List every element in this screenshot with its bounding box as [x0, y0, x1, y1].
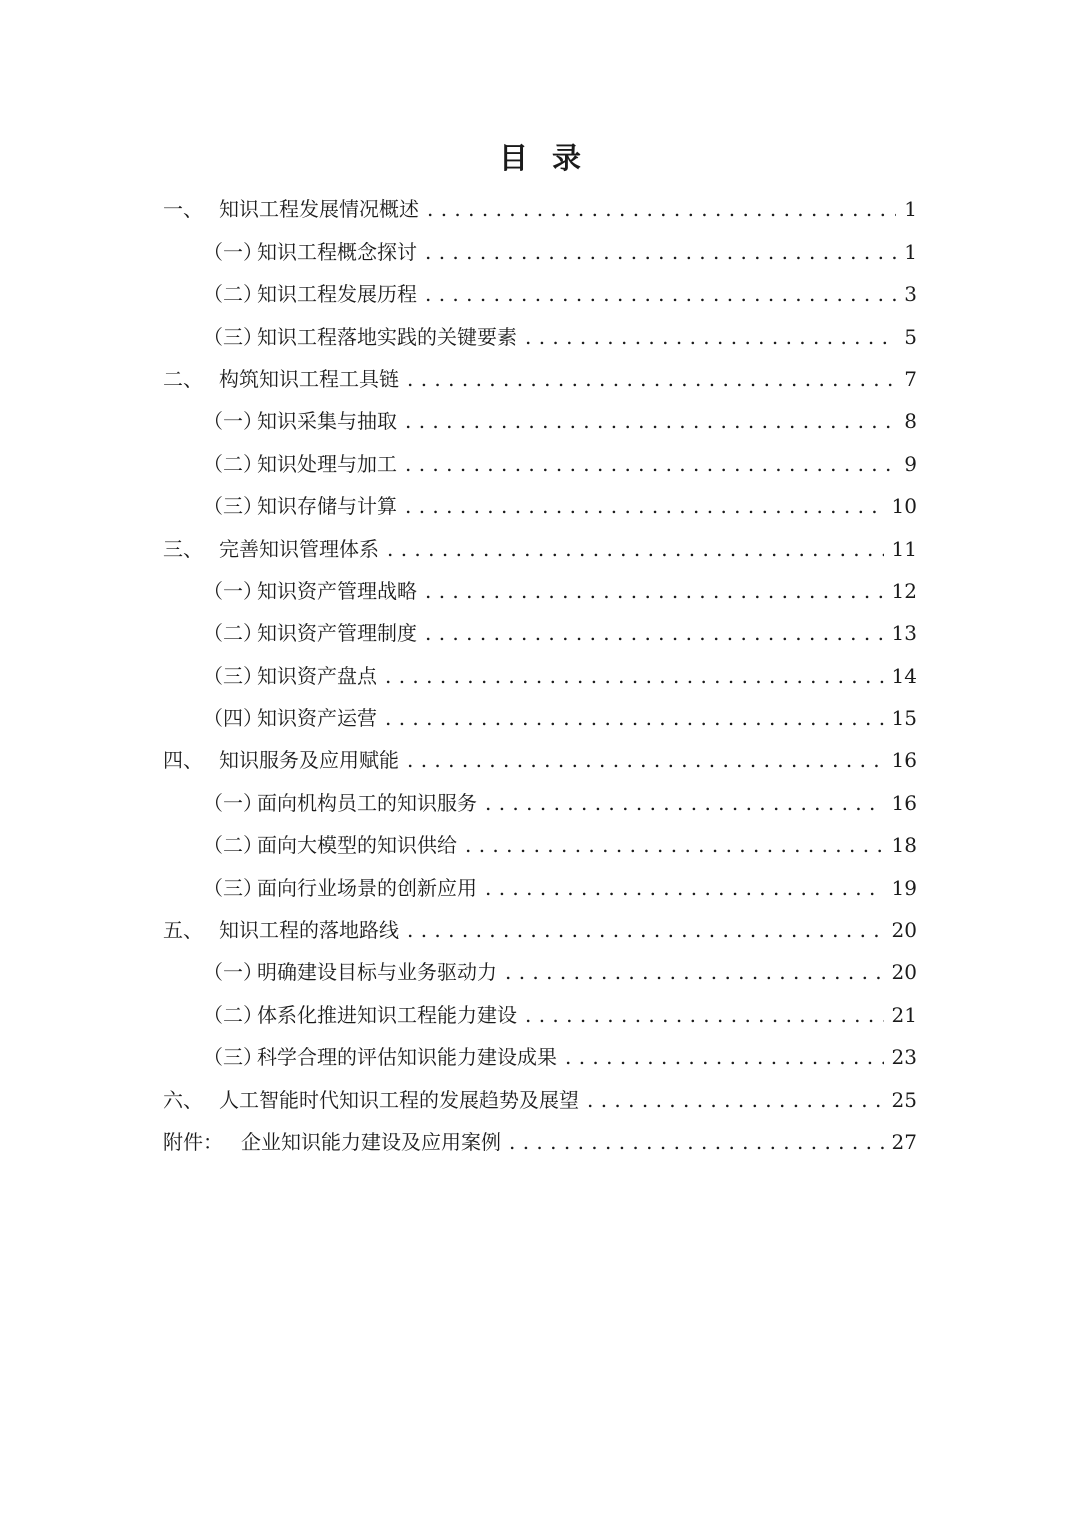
- toc-entry-title: 知识工程发展情况概述: [219, 197, 419, 222]
- toc-dot-leader: [485, 867, 884, 909]
- toc-entry-number: 四、: [163, 748, 203, 773]
- toc-page-number: 13: [891, 621, 917, 646]
- toc-dot-leader: [407, 739, 884, 781]
- toc-entry-title: 知识资产盘点: [257, 663, 377, 688]
- toc-entry-number: （四）: [203, 706, 263, 731]
- toc-entry-number: （一）: [203, 960, 263, 985]
- toc-dot-leader: [425, 273, 896, 315]
- toc-section-entry[interactable]: [163, 1036, 917, 1078]
- toc-page-number: 5: [904, 324, 917, 349]
- toc-entry-number: 二、: [163, 366, 203, 391]
- toc-entry-number: 附件：: [163, 1129, 223, 1154]
- toc-section-entry[interactable]: [163, 315, 917, 357]
- toc-page-number: 15: [891, 706, 917, 731]
- toc-page-number: 16: [891, 790, 917, 815]
- toc-page-number: 12: [891, 578, 917, 603]
- toc-page-number: 7: [904, 366, 917, 391]
- toc-section-entry[interactable]: [163, 273, 917, 315]
- toc-entry-number: （二）: [203, 833, 263, 858]
- toc-page-number: 1: [904, 197, 917, 222]
- toc-page-number: 25: [891, 1087, 917, 1112]
- toc-page-number: 20: [891, 960, 917, 985]
- toc-entry-number: （三）: [203, 324, 263, 349]
- toc-page-number: 27: [891, 1129, 917, 1154]
- toc-entry-number: 一、: [163, 197, 203, 222]
- toc-entry-title: 完善知识管理体系: [219, 536, 379, 561]
- toc-dot-leader: [405, 443, 896, 485]
- toc-entry-number: （一）: [203, 239, 263, 264]
- toc-dot-leader: [385, 697, 884, 739]
- toc-entry-title: 企业知识能力建设及应用案例: [241, 1129, 501, 1154]
- toc-entry-title: 体系化推进知识工程能力建设: [257, 1002, 517, 1027]
- toc-entry-title: 面向行业场景的创新应用: [257, 875, 477, 900]
- toc-dot-leader: [485, 782, 884, 824]
- toc-entry-number: 三、: [163, 536, 203, 561]
- toc-dot-leader: [427, 188, 896, 230]
- toc-dot-leader: [465, 824, 884, 866]
- toc-dot-leader: [425, 231, 896, 273]
- toc-entry-number: （三）: [203, 875, 263, 900]
- toc-dot-leader: [509, 1121, 884, 1163]
- toc-dot-leader: [387, 528, 884, 570]
- toc-entry-title: 面向机构员工的知识服务: [257, 790, 477, 815]
- toc-entry-title: 构筑知识工程工具链: [219, 366, 399, 391]
- toc-entry-title: 明确建设目标与业务驱动力: [257, 960, 497, 985]
- toc-chapter-entry[interactable]: [163, 527, 917, 569]
- toc-chapter-entry[interactable]: [163, 188, 917, 230]
- toc-chapter-entry[interactable]: [163, 1121, 917, 1163]
- toc-section-entry[interactable]: [163, 824, 917, 866]
- toc-page-number: 19: [891, 875, 917, 900]
- toc-page-number: 14: [891, 663, 917, 688]
- toc-section-entry[interactable]: [163, 485, 917, 527]
- toc-dot-leader: [425, 570, 884, 612]
- toc-entry-number: 六、: [163, 1087, 203, 1112]
- toc-entry-title: 科学合理的评估知识能力建设成果: [257, 1045, 557, 1070]
- page-title: 目录: [498, 141, 605, 175]
- toc-entry-title: 知识处理与加工: [257, 451, 397, 476]
- toc-dot-leader: [587, 1079, 884, 1121]
- toc-section-entry[interactable]: [163, 697, 917, 739]
- toc-entry-number: （二）: [203, 282, 263, 307]
- toc-page-number: 8: [904, 409, 917, 434]
- toc-dot-leader: [407, 358, 896, 400]
- toc-entry-title: 知识资产运营: [257, 706, 377, 731]
- toc-dot-leader: [425, 612, 884, 654]
- toc-section-entry[interactable]: [163, 866, 917, 908]
- toc-chapter-entry[interactable]: [163, 909, 917, 951]
- toc-page-number: 21: [891, 1002, 917, 1027]
- toc-dot-leader: [505, 951, 884, 993]
- toc-entry-title: 人工智能时代知识工程的发展趋势及展望: [219, 1087, 579, 1112]
- toc-section-entry[interactable]: [163, 442, 917, 484]
- toc-page-number: 10: [891, 494, 917, 519]
- toc-dot-leader: [525, 994, 884, 1036]
- toc-entry-title: 面向大模型的知识供给: [257, 833, 457, 858]
- toc-entry-number: （二）: [203, 451, 263, 476]
- toc-page-number: 18: [891, 833, 917, 858]
- toc-entry-title: 知识工程落地实践的关键要素: [257, 324, 517, 349]
- toc-entry-title: 知识采集与抽取: [257, 409, 397, 434]
- toc-entry-number: （一）: [203, 409, 263, 434]
- toc-entry-title: 知识存储与计算: [257, 494, 397, 519]
- toc-page-number: 23: [891, 1045, 917, 1070]
- toc-page-number: 11: [891, 536, 917, 561]
- toc-entry-number: （二）: [203, 1002, 263, 1027]
- toc-entry-title: 知识工程的落地路线: [219, 918, 399, 943]
- toc-entry-title: 知识资产管理制度: [257, 621, 417, 646]
- toc-entry-number: （一）: [203, 790, 263, 815]
- toc-entry-number: （一）: [203, 578, 263, 603]
- toc-entry-title: 知识工程概念探讨: [257, 239, 417, 264]
- toc-dot-leader: [405, 400, 896, 442]
- toc-section-entry[interactable]: [163, 612, 917, 654]
- toc-section-entry[interactable]: [163, 781, 917, 823]
- toc-page-number: 16: [891, 748, 917, 773]
- toc-page-number: 1: [904, 239, 917, 264]
- toc-page-number: 3: [904, 282, 917, 307]
- toc-dot-leader: [565, 1036, 884, 1078]
- toc-chapter-entry[interactable]: [163, 358, 917, 400]
- toc-page-number: 9: [904, 451, 917, 476]
- toc-section-entry[interactable]: [163, 570, 917, 612]
- toc-entry-number: 五、: [163, 918, 203, 943]
- toc-section-entry[interactable]: [163, 230, 917, 272]
- toc-chapter-entry[interactable]: [163, 1078, 917, 1120]
- toc-entry-title: 知识工程发展历程: [257, 282, 417, 307]
- toc-entry-number: （三）: [203, 663, 263, 688]
- toc-dot-leader: [525, 316, 896, 358]
- toc-entry-title: 知识服务及应用赋能: [219, 748, 399, 773]
- toc-section-entry[interactable]: [163, 993, 917, 1035]
- toc-dot-leader: [407, 909, 884, 951]
- toc-dot-leader: [385, 655, 884, 697]
- toc-entry-number: （三）: [203, 494, 263, 519]
- toc-entry-title: 知识资产管理战略: [257, 578, 417, 603]
- toc-entry-number: （三）: [203, 1045, 263, 1070]
- toc-entry-number: （二）: [203, 621, 263, 646]
- toc-section-entry[interactable]: [163, 400, 917, 442]
- toc-section-entry[interactable]: [163, 654, 917, 696]
- toc-dot-leader: [405, 485, 884, 527]
- table-of-contents: [163, 188, 917, 1163]
- toc-page-number: 20: [891, 918, 917, 943]
- toc-chapter-entry[interactable]: [163, 739, 917, 781]
- toc-section-entry[interactable]: [163, 951, 917, 993]
